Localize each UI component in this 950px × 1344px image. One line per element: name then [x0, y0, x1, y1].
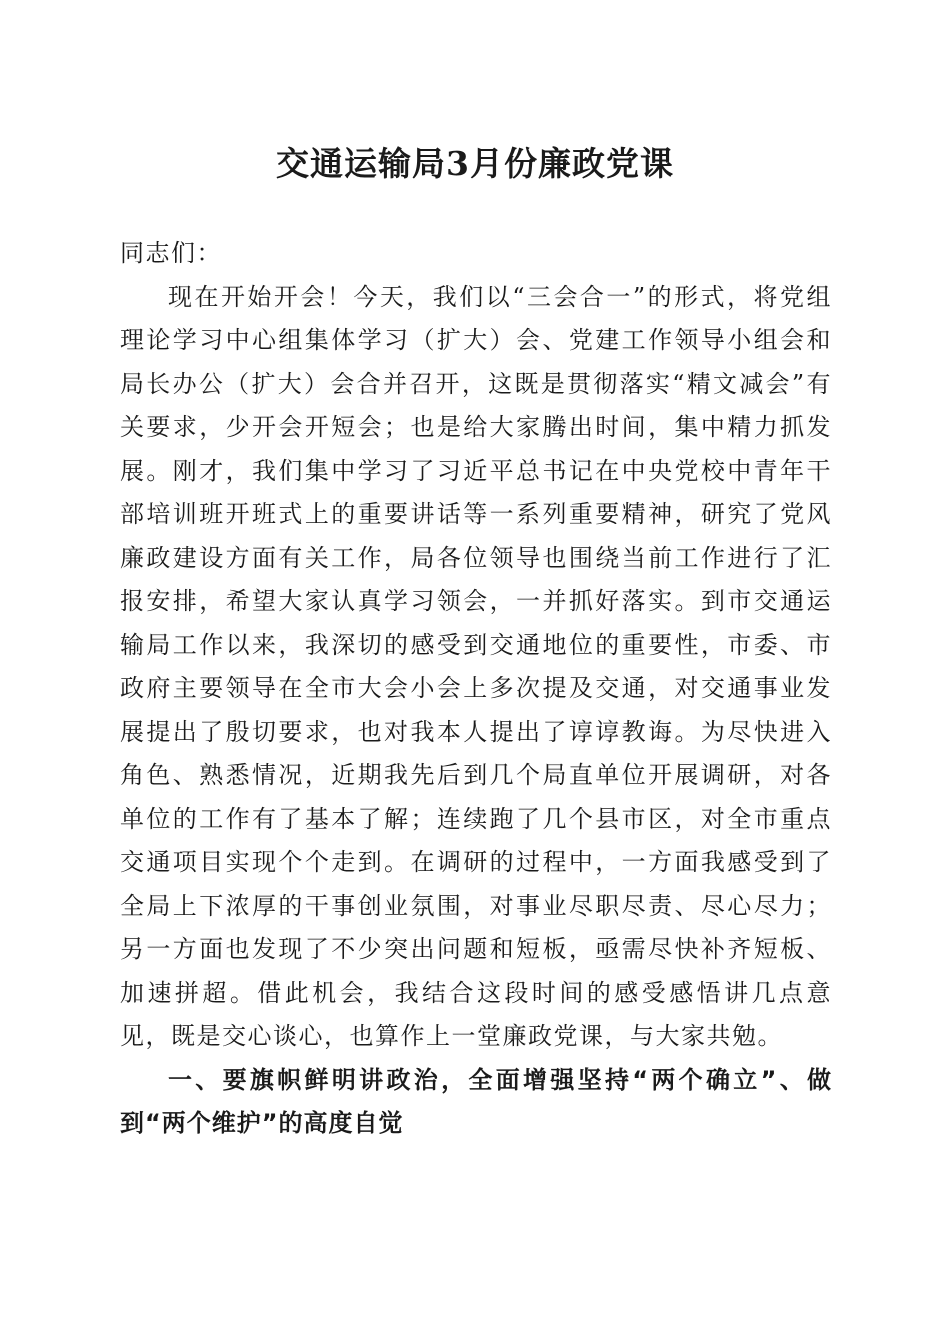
greeting: 同志们： [120, 239, 222, 267]
section-heading: 一、要旗帜鲜明讲政治，全面增强坚持“两个确立”、做到“两个维护”的高度自觉 [120, 1065, 832, 1137]
body-paragraph: 现在开始开会！今天，我们以“三会合一”的形式，将党组理论学习中心组集体学习（扩大）会、党建工作领导小组会和局长办公（扩大）会合并召开，这既是贯彻落实“精文减会”有关要求，少开会开短会；也是给大家腾出时间，集中精力抓发展。刚才，我们集中学习了习近平总书记在中央党校中青年干部培训班开班式上的重要讲话等一系列重要精神，研究了党风廉政建设方面有关工作，局各位领导也围绕当前工作进行了汇报安排，希望大家认真学习领会，一并抓好落实。到市交通运输局工作以来，我深切的感受到交通地位的重要性，市委、市政府主要领导在全市大会小会上多次提及交通，对交通事业发展提出了殷切要求，也对我本人提出了谆谆教诲。为尽快进入角色、熟悉情况，近期我先后到几个局直单位开展调研，对各单位的工作有了基本了解；连续跑了几个县市区，对全市重点交通项目实现个个走到。在调研的过程中，一方面我感受到了全局上下浓厚的干事创业氛围，对事业尽职尽责、尽心尽力；另一方面也发现了不少突出问题和短板，亟需尽快补齐短板、加速拼超。借此机会，我结合这段时间的感受感悟讲几点意见，既是交心谈心，也算作上一堂廉政党课，与大家共勉。 [120, 282, 832, 1050]
document-title: 交通运输局3月份廉政党课 [276, 144, 674, 183]
document-body [120, 232, 832, 1146]
